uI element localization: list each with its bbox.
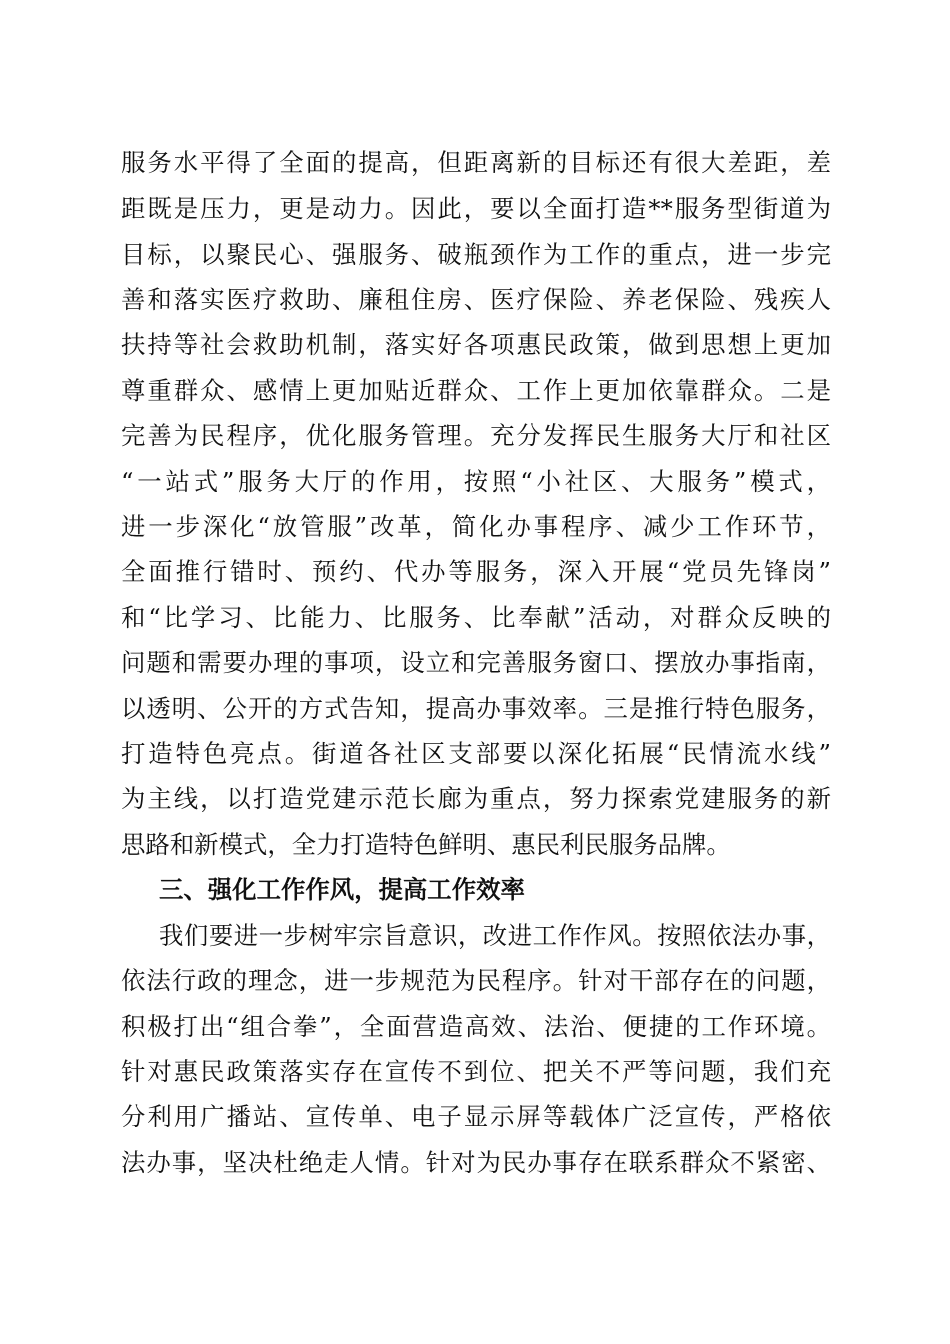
- paragraph-line: 问题和需要办理的事项，设立和完善服务窗口、摆放办事指南，: [121, 648, 831, 677]
- paragraph-line: 依法行政的理念，进一步规范为民程序。针对干部存在的问题，: [121, 966, 831, 995]
- paragraph-line: 分利用广播站、宣传单、电子显示屏等载体广泛宣传，严格依: [121, 1102, 831, 1131]
- paragraph-line: 距既是压力，更是动力。因此，要以全面打造**服务型街道为: [121, 194, 831, 223]
- paragraph-line: 目标，以聚民心、强服务、破瓶颈作为工作的重点，进一步完: [121, 240, 831, 269]
- paragraph-line: 以透明、公开的方式告知，提高办事效率。三是推行特色服务，: [121, 694, 831, 723]
- section-heading: 三、强化工作作风，提高工作效率: [159, 875, 525, 904]
- paragraph-line: 为主线，以打造党建示范长廊为重点，努力探索党建服务的新: [121, 784, 831, 813]
- paragraph-line: 积极打出“组合拳”，全面营造高效、法治、便捷的工作环境。: [121, 1012, 831, 1041]
- paragraph-line: 善和落实医疗救助、廉租住房、医疗保险、养老保险、残疾人: [121, 285, 831, 314]
- paragraph-line: 和“比学习、比能力、比服务、比奉献”活动，对群众反映的: [121, 603, 831, 632]
- paragraph-line: 思路和新模式，全力打造特色鲜明、惠民利民服务品牌。: [121, 830, 731, 859]
- paragraph-line: 进一步深化“放管服”改革，简化办事程序、减少工作环节，: [121, 512, 831, 541]
- paragraph-line: 尊重群众、感情上更加贴近群众、工作上更加依靠群众。二是: [121, 376, 831, 405]
- paragraph-line: 打造特色亮点。街道各社区支部要以深化拓展“民情流水线”: [121, 739, 831, 768]
- paragraph-line: 扶持等社会救助机制，落实好各项惠民政策，做到思想上更加: [121, 330, 831, 359]
- paragraph-line: 法办事，坚决杜绝走人情。针对为民办事存在联系群众不紧密、: [121, 1148, 831, 1177]
- paragraph-line: “一站式”服务大厅的作用，按照“小社区、大服务”模式，: [121, 467, 831, 496]
- paragraph-line: 全面推行错时、预约、代办等服务，深入开展“党员先锋岗”: [121, 557, 831, 586]
- paragraph-line: 完善为民程序，优化服务管理。充分发挥民生服务大厅和社区: [121, 421, 831, 450]
- paragraph-line: 我们要进一步树牢宗旨意识，改进工作作风。按照依法办事，: [159, 921, 831, 950]
- paragraph-line: 服务水平得了全面的提高，但距离新的目标还有很大差距，差: [121, 148, 831, 177]
- paragraph-line: 针对惠民政策落实存在宣传不到位、把关不严等问题，我们充: [121, 1057, 831, 1086]
